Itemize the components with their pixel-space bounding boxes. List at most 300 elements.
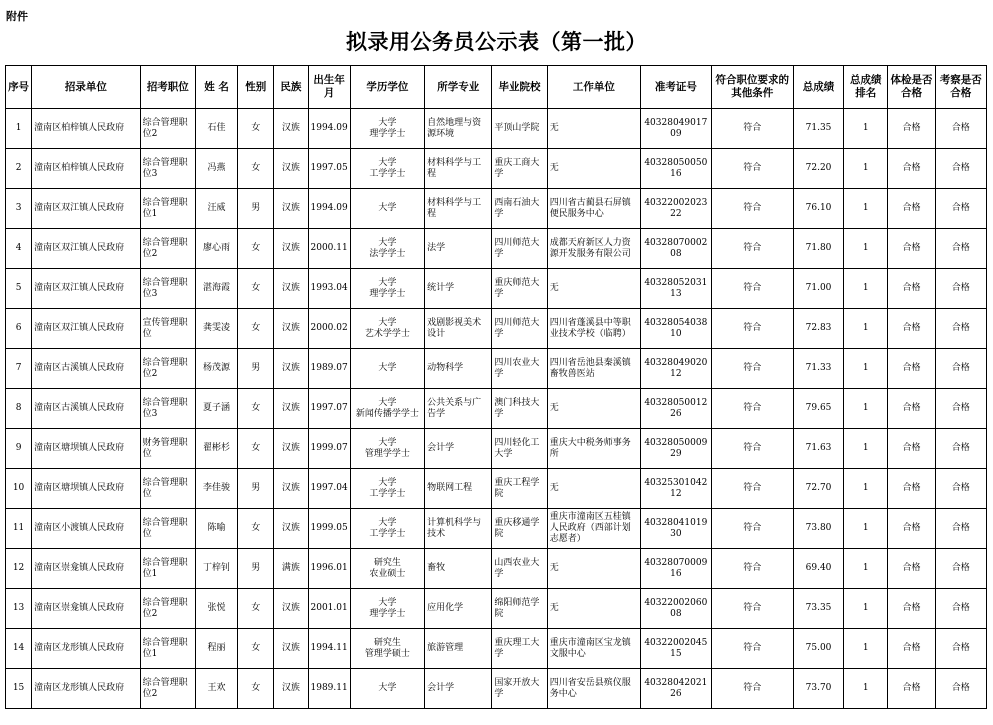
birth-cell: 1997.05 <box>308 149 350 189</box>
document-title: 拟录用公务员公示表（第一批） <box>346 30 647 54</box>
row-number-cell: 11 <box>6 509 32 549</box>
table-row <box>6 589 987 629</box>
school-cell: 重庆工商大学 <box>492 149 547 189</box>
unit-cell: 潼南区龙形镇人民政府 <box>32 669 141 709</box>
education-level: 大学 <box>378 397 397 408</box>
workplace-cell: 四川省岳池县秦溪镇畜牧兽医站 <box>547 349 640 389</box>
physical-exam-cell: 合格 <box>888 229 935 269</box>
gender-cell: 女 <box>238 269 274 309</box>
header-cell: 毕业院校 <box>492 66 547 109</box>
name-cell: 石佳 <box>195 109 237 149</box>
major-cell: 材料科学与工程 <box>425 149 492 189</box>
gender-cell: 女 <box>238 389 274 429</box>
degree: 工学学士 <box>369 528 406 539</box>
table-body <box>6 109 987 709</box>
school-cell: 澳门科技大学 <box>492 389 547 429</box>
name-cell: 程丽 <box>195 629 237 669</box>
gender-cell: 男 <box>238 189 274 229</box>
rank-cell: 1 <box>844 189 888 229</box>
school-cell: 绵阳师范学院 <box>492 589 547 629</box>
ethnicity-cell: 汉族 <box>274 149 308 189</box>
rank-cell: 1 <box>844 109 888 149</box>
ethnicity-cell: 汉族 <box>274 229 308 269</box>
physical-exam-cell: 合格 <box>888 389 935 429</box>
other-conditions-cell: 符合 <box>711 669 793 709</box>
major-cell: 会计学 <box>425 669 492 709</box>
ethnicity-cell: 汉族 <box>274 629 308 669</box>
major-cell: 戏剧影视美术设计 <box>425 309 492 349</box>
position-cell: 综合管理职位2 <box>140 229 195 269</box>
gender-cell: 男 <box>238 469 274 509</box>
table-row <box>6 149 987 189</box>
table-row <box>6 349 987 389</box>
ticket-number-cell: 4032807000208 <box>641 229 711 269</box>
gender-cell: 女 <box>238 509 274 549</box>
position-cell: 财务管理职位 <box>140 429 195 469</box>
row-number-cell: 14 <box>6 629 32 669</box>
name-cell: 王欢 <box>195 669 237 709</box>
birth-cell: 1997.07 <box>308 389 350 429</box>
workplace-cell: 无 <box>547 469 640 509</box>
position-cell: 综合管理职位2 <box>140 589 195 629</box>
review-cell: 合格 <box>935 629 986 669</box>
header-cell: 姓 名 <box>195 66 237 109</box>
review-cell: 合格 <box>935 269 986 309</box>
table-row <box>6 549 987 589</box>
rank-cell: 1 <box>844 549 888 589</box>
position-cell: 综合管理职位2 <box>140 349 195 389</box>
degree: 工学学士 <box>369 488 406 499</box>
education-cell <box>350 509 424 549</box>
workplace-cell: 无 <box>547 389 640 429</box>
header-cell: 工作单位 <box>547 66 640 109</box>
table-row <box>6 669 987 709</box>
unit-cell: 潼南区双江镇人民政府 <box>32 189 141 229</box>
ethnicity-cell: 汉族 <box>274 309 308 349</box>
degree: 农业硕士 <box>369 568 406 579</box>
other-conditions-cell: 符合 <box>711 269 793 309</box>
other-conditions-cell: 符合 <box>711 109 793 149</box>
score-cell: 71.63 <box>793 429 843 469</box>
rank-cell: 1 <box>844 149 888 189</box>
row-number-cell: 9 <box>6 429 32 469</box>
rank-cell: 1 <box>844 349 888 389</box>
degree: 管理学硕士 <box>364 648 410 659</box>
table-row <box>6 469 987 509</box>
score-cell: 71.00 <box>793 269 843 309</box>
other-conditions-cell: 符合 <box>711 149 793 189</box>
review-cell: 合格 <box>935 549 986 589</box>
other-conditions-cell: 符合 <box>711 509 793 549</box>
name-cell: 廖心雨 <box>195 229 237 269</box>
header-cell: 符合职位要求的其他条件 <box>711 66 793 109</box>
gender-cell: 女 <box>238 589 274 629</box>
unit-cell: 潼南区双江镇人民政府 <box>32 269 141 309</box>
education-cell <box>350 469 424 509</box>
gender-cell: 女 <box>238 149 274 189</box>
degree: 法学学士 <box>369 248 406 259</box>
review-cell: 合格 <box>935 229 986 269</box>
education-level: 大学 <box>378 277 397 288</box>
name-cell: 张悦 <box>195 589 237 629</box>
education-level: 大学 <box>378 157 397 168</box>
header-cell: 出生年月 <box>308 66 350 109</box>
education-level: 大学 <box>378 203 397 213</box>
ticket-number-cell: 4032804902012 <box>641 349 711 389</box>
gender-cell: 女 <box>238 629 274 669</box>
position-cell: 宣传管理职位 <box>140 309 195 349</box>
name-cell: 陈喻 <box>195 509 237 549</box>
gender-cell: 女 <box>238 109 274 149</box>
birth-cell: 1996.01 <box>308 549 350 589</box>
score-cell: 71.80 <box>793 229 843 269</box>
other-conditions-cell: 符合 <box>711 549 793 589</box>
position-cell: 综合管理职位 <box>140 469 195 509</box>
education-cell <box>350 229 424 269</box>
position-cell: 综合管理职位2 <box>140 669 195 709</box>
school-cell: 重庆师范大学 <box>492 269 547 309</box>
score-cell: 71.33 <box>793 349 843 389</box>
header-cell: 招考职位 <box>140 66 195 109</box>
gender-cell: 男 <box>238 349 274 389</box>
row-number-cell: 15 <box>6 669 32 709</box>
education-level: 大学 <box>378 237 397 248</box>
table-row <box>6 429 987 469</box>
workplace-cell: 重庆大中税务师事务所 <box>547 429 640 469</box>
unit-cell: 潼南区古溪镇人民政府 <box>32 389 141 429</box>
attachment-label: 附件 <box>6 10 28 23</box>
position-cell: 综合管理职位3 <box>140 149 195 189</box>
row-number-cell: 7 <box>6 349 32 389</box>
birth-cell: 2001.01 <box>308 589 350 629</box>
table-row <box>6 389 987 429</box>
education-level: 研究生 <box>373 557 401 568</box>
ticket-number-cell: 4032807000916 <box>641 549 711 589</box>
rank-cell: 1 <box>844 389 888 429</box>
score-cell: 69.40 <box>793 549 843 589</box>
row-number-cell: 8 <box>6 389 32 429</box>
row-number-cell: 10 <box>6 469 32 509</box>
table-row <box>6 269 987 309</box>
birth-cell: 1997.04 <box>308 469 350 509</box>
review-cell: 合格 <box>935 589 986 629</box>
ethnicity-cell: 汉族 <box>274 189 308 229</box>
education-cell <box>350 549 424 589</box>
score-cell: 72.20 <box>793 149 843 189</box>
rank-cell: 1 <box>844 229 888 269</box>
review-cell: 合格 <box>935 389 986 429</box>
education-cell <box>350 389 424 429</box>
recruitment-table <box>5 65 987 709</box>
ethnicity-cell: 汉族 <box>274 469 308 509</box>
row-number-cell: 5 <box>6 269 32 309</box>
physical-exam-cell: 合格 <box>888 509 935 549</box>
major-cell: 法学 <box>425 229 492 269</box>
ticket-number-cell: 4032805001226 <box>641 389 711 429</box>
workplace-cell: 重庆市潼南区五桂镇人民政府（西部计划志愿者） <box>547 509 640 549</box>
school-cell: 山西农业大学 <box>492 549 547 589</box>
ticket-number-cell: 4032805000929 <box>641 429 711 469</box>
score-cell: 73.70 <box>793 669 843 709</box>
school-cell: 重庆理工大学 <box>492 629 547 669</box>
degree: 理学学士 <box>369 608 406 619</box>
position-cell: 综合管理职位3 <box>140 269 195 309</box>
physical-exam-cell: 合格 <box>888 589 935 629</box>
birth-cell: 1989.11 <box>308 669 350 709</box>
ethnicity-cell: 汉族 <box>274 669 308 709</box>
school-cell: 平顶山学院 <box>492 109 547 149</box>
score-cell: 79.65 <box>793 389 843 429</box>
physical-exam-cell: 合格 <box>888 629 935 669</box>
workplace-cell: 重庆市潼南区宝龙镇文服中心 <box>547 629 640 669</box>
ticket-number-cell: 4032804901709 <box>641 109 711 149</box>
birth-cell: 1989.07 <box>308 349 350 389</box>
physical-exam-cell: 合格 <box>888 189 935 229</box>
review-cell: 合格 <box>935 149 986 189</box>
education-level: 大学 <box>378 317 397 328</box>
score-cell: 72.70 <box>793 469 843 509</box>
review-cell: 合格 <box>935 469 986 509</box>
name-cell: 夏子涵 <box>195 389 237 429</box>
school-cell: 重庆移通学院 <box>492 509 547 549</box>
gender-cell: 男 <box>238 549 274 589</box>
other-conditions-cell: 符合 <box>711 349 793 389</box>
education-cell <box>350 429 424 469</box>
other-conditions-cell: 符合 <box>711 589 793 629</box>
table-row <box>6 629 987 669</box>
workplace-cell: 无 <box>547 549 640 589</box>
review-cell: 合格 <box>935 309 986 349</box>
education-level: 大学 <box>378 363 397 373</box>
workplace-cell: 无 <box>547 109 640 149</box>
birth-cell: 1994.09 <box>308 189 350 229</box>
rank-cell: 1 <box>844 309 888 349</box>
table-row <box>6 309 987 349</box>
ethnicity-cell: 汉族 <box>274 349 308 389</box>
workplace-cell: 四川省蓬溪县中等职业技术学校（临聘） <box>547 309 640 349</box>
unit-cell: 潼南区小渡镇人民政府 <box>32 509 141 549</box>
education-level: 大学 <box>378 117 397 128</box>
education-cell <box>350 629 424 669</box>
education-cell <box>350 669 424 709</box>
other-conditions-cell: 符合 <box>711 469 793 509</box>
other-conditions-cell: 符合 <box>711 229 793 269</box>
score-cell: 76.10 <box>793 189 843 229</box>
ticket-number-cell: 4032804101930 <box>641 509 711 549</box>
education-level: 大学 <box>378 517 397 528</box>
major-cell: 材料科学与工程 <box>425 189 492 229</box>
birth-cell: 2000.02 <box>308 309 350 349</box>
rank-cell: 1 <box>844 509 888 549</box>
name-cell: 翟彬杉 <box>195 429 237 469</box>
school-cell: 西南石油大学 <box>492 189 547 229</box>
physical-exam-cell: 合格 <box>888 149 935 189</box>
unit-cell: 潼南区柏梓镇人民政府 <box>32 149 141 189</box>
table-row <box>6 229 987 269</box>
review-cell: 合格 <box>935 429 986 469</box>
birth-cell: 2000.11 <box>308 229 350 269</box>
other-conditions-cell: 符合 <box>711 309 793 349</box>
education-level: 研究生 <box>373 637 401 648</box>
table-row <box>6 189 987 229</box>
birth-cell: 1994.11 <box>308 629 350 669</box>
major-cell: 统计学 <box>425 269 492 309</box>
position-cell: 综合管理职位 <box>140 509 195 549</box>
header-cell: 民族 <box>274 66 308 109</box>
education-cell <box>350 349 424 389</box>
row-number-cell: 12 <box>6 549 32 589</box>
header-cell: 准考证号 <box>641 66 711 109</box>
major-cell: 应用化学 <box>425 589 492 629</box>
ticket-number-cell: 4032805403810 <box>641 309 711 349</box>
score-cell: 72.83 <box>793 309 843 349</box>
degree: 理学学士 <box>369 288 406 299</box>
gender-cell: 女 <box>238 669 274 709</box>
education-cell <box>350 269 424 309</box>
header-cell: 招录单位 <box>32 66 141 109</box>
unit-cell: 潼南区塘坝镇人民政府 <box>32 429 141 469</box>
major-cell: 畜牧 <box>425 549 492 589</box>
header-cell: 体检是否合格 <box>888 66 935 109</box>
workplace-cell: 无 <box>547 589 640 629</box>
education-cell <box>350 589 424 629</box>
ticket-number-cell: 4032530104212 <box>641 469 711 509</box>
school-cell: 国家开放大学 <box>492 669 547 709</box>
name-cell: 李佳骏 <box>195 469 237 509</box>
ticket-number-cell: 4032200204515 <box>641 629 711 669</box>
physical-exam-cell: 合格 <box>888 669 935 709</box>
unit-cell: 潼南区崇龛镇人民政府 <box>32 589 141 629</box>
score-cell: 73.35 <box>793 589 843 629</box>
header-cell: 序号 <box>6 66 32 109</box>
rank-cell: 1 <box>844 629 888 669</box>
school-cell: 四川师范大学 <box>492 309 547 349</box>
header-cell: 性别 <box>238 66 274 109</box>
degree: 新闻传播学学士 <box>355 408 419 419</box>
education-level: 大学 <box>378 477 397 488</box>
table-header-row <box>6 66 987 109</box>
header-cell: 所学专业 <box>425 66 492 109</box>
degree: 艺术学学士 <box>364 328 410 339</box>
name-cell: 汪威 <box>195 189 237 229</box>
position-cell: 综合管理职位3 <box>140 389 195 429</box>
rank-cell: 1 <box>844 429 888 469</box>
ethnicity-cell: 汉族 <box>274 589 308 629</box>
birth-cell: 1999.05 <box>308 509 350 549</box>
score-cell: 73.80 <box>793 509 843 549</box>
table-row <box>6 109 987 149</box>
physical-exam-cell: 合格 <box>888 469 935 509</box>
ethnicity-cell: 满族 <box>274 549 308 589</box>
rank-cell: 1 <box>844 589 888 629</box>
row-number-cell: 2 <box>6 149 32 189</box>
education-level: 大学 <box>378 683 397 693</box>
education-level: 大学 <box>378 597 397 608</box>
ethnicity-cell: 汉族 <box>274 269 308 309</box>
physical-exam-cell: 合格 <box>888 109 935 149</box>
review-cell: 合格 <box>935 669 986 709</box>
unit-cell: 潼南区双江镇人民政府 <box>32 309 141 349</box>
position-cell: 综合管理职位1 <box>140 629 195 669</box>
education-cell <box>350 109 424 149</box>
degree: 工学学士 <box>369 168 406 179</box>
header-cell: 总成绩排名 <box>844 66 888 109</box>
review-cell: 合格 <box>935 109 986 149</box>
physical-exam-cell: 合格 <box>888 349 935 389</box>
ticket-number-cell: 4032805005016 <box>641 149 711 189</box>
major-cell: 动物科学 <box>425 349 492 389</box>
row-number-cell: 4 <box>6 229 32 269</box>
gender-cell: 女 <box>238 229 274 269</box>
unit-cell: 潼南区双江镇人民政府 <box>32 229 141 269</box>
major-cell: 公共关系与广告学 <box>425 389 492 429</box>
workplace-cell: 四川省古蔺县石屏镇便民服务中心 <box>547 189 640 229</box>
major-cell: 会计学 <box>425 429 492 469</box>
school-cell: 重庆工程学院 <box>492 469 547 509</box>
unit-cell: 潼南区柏梓镇人民政府 <box>32 109 141 149</box>
workplace-cell: 成都天府新区人力资源开发服务有限公司 <box>547 229 640 269</box>
workplace-cell: 无 <box>547 149 640 189</box>
position-cell: 综合管理职位2 <box>140 109 195 149</box>
birth-cell: 1993.04 <box>308 269 350 309</box>
major-cell: 物联网工程 <box>425 469 492 509</box>
workplace-cell: 四川省安岳县殡仪服务中心 <box>547 669 640 709</box>
unit-cell: 潼南区崇龛镇人民政府 <box>32 549 141 589</box>
education-level: 大学 <box>378 437 397 448</box>
gender-cell: 女 <box>238 309 274 349</box>
other-conditions-cell: 符合 <box>711 629 793 669</box>
unit-cell: 潼南区塘坝镇人民政府 <box>32 469 141 509</box>
major-cell: 计算机科学与技术 <box>425 509 492 549</box>
rank-cell: 1 <box>844 669 888 709</box>
education-cell <box>350 309 424 349</box>
other-conditions-cell: 符合 <box>711 189 793 229</box>
birth-cell: 1999.07 <box>308 429 350 469</box>
score-cell: 75.00 <box>793 629 843 669</box>
header-cell: 总成绩 <box>793 66 843 109</box>
ticket-number-cell: 4032200202322 <box>641 189 711 229</box>
school-cell: 四川农业大学 <box>492 349 547 389</box>
ticket-number-cell: 4032804202126 <box>641 669 711 709</box>
ticket-number-cell: 4032200206008 <box>641 589 711 629</box>
position-cell: 综合管理职位1 <box>140 189 195 229</box>
ticket-number-cell: 4032805203113 <box>641 269 711 309</box>
header-cell: 学历学位 <box>350 66 424 109</box>
name-cell: 杨茂源 <box>195 349 237 389</box>
ethnicity-cell: 汉族 <box>274 509 308 549</box>
degree: 理学学士 <box>369 128 406 139</box>
ethnicity-cell: 汉族 <box>274 389 308 429</box>
position-cell: 综合管理职位1 <box>140 549 195 589</box>
other-conditions-cell: 符合 <box>711 429 793 469</box>
ethnicity-cell: 汉族 <box>274 429 308 469</box>
row-number-cell: 6 <box>6 309 32 349</box>
row-number-cell: 3 <box>6 189 32 229</box>
rank-cell: 1 <box>844 469 888 509</box>
physical-exam-cell: 合格 <box>888 309 935 349</box>
degree: 管理学学士 <box>364 448 410 459</box>
unit-cell: 潼南区龙形镇人民政府 <box>32 629 141 669</box>
name-cell: 冯燕 <box>195 149 237 189</box>
name-cell: 湛海霞 <box>195 269 237 309</box>
score-cell: 71.35 <box>793 109 843 149</box>
ethnicity-cell: 汉族 <box>274 109 308 149</box>
header-cell: 考察是否合格 <box>935 66 986 109</box>
unit-cell: 潼南区古溪镇人民政府 <box>32 349 141 389</box>
table-row <box>6 509 987 549</box>
row-number-cell: 1 <box>6 109 32 149</box>
major-cell: 自然地理与资源环境 <box>425 109 492 149</box>
